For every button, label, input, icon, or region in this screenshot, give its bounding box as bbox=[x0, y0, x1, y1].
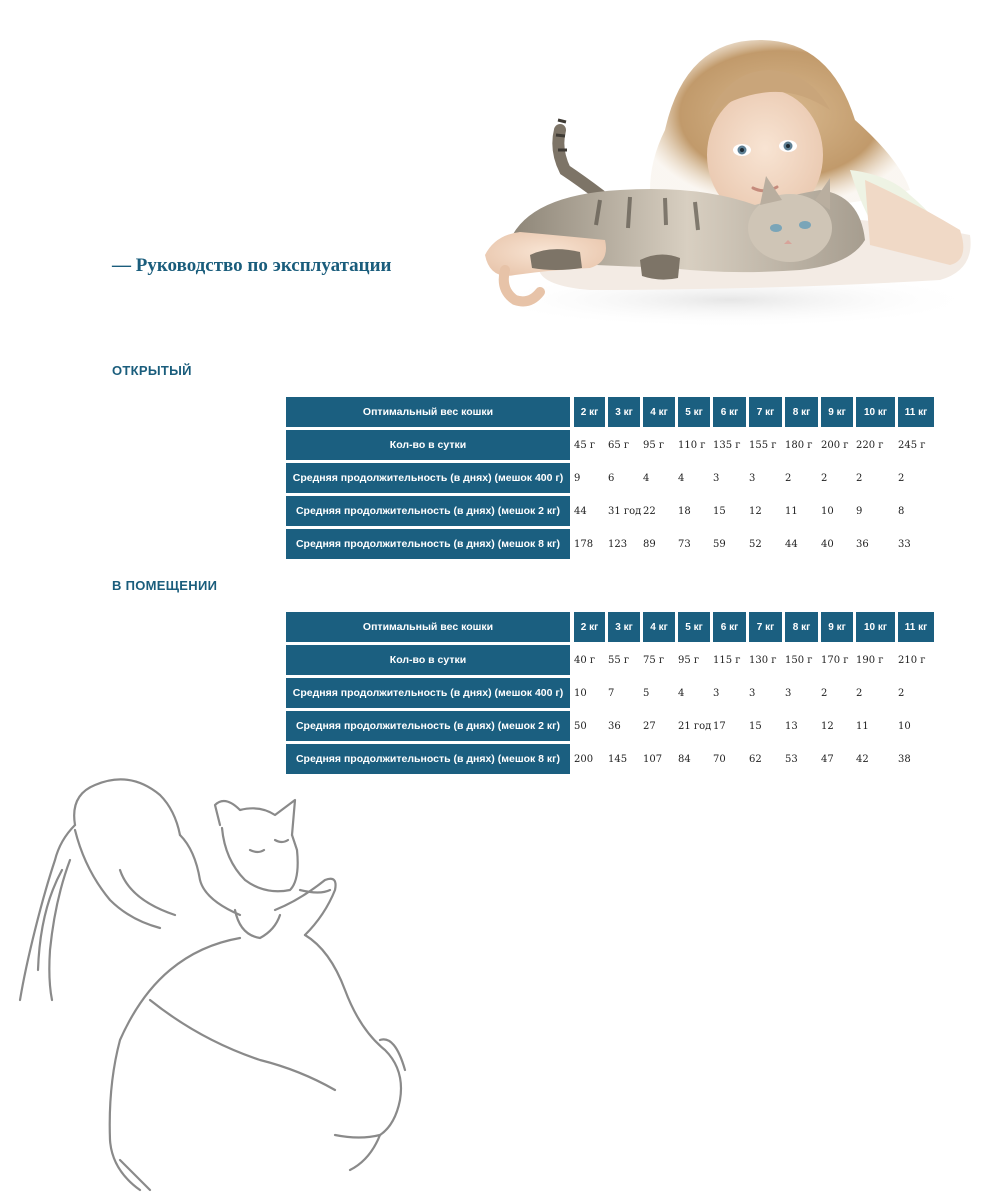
weight-header: 6 кг bbox=[713, 397, 746, 427]
weight-header: 5 кг bbox=[678, 397, 710, 427]
weight-header: 9 кг bbox=[821, 397, 853, 427]
row-label: Средняя продолжительность (в днях) (мешок 400 г) bbox=[286, 463, 570, 493]
table-cell: 18 bbox=[678, 505, 691, 517]
girl-with-cat-photo bbox=[470, 0, 988, 330]
table-cell: 145 bbox=[608, 753, 628, 765]
heading-text: Руководство по эксплуатации bbox=[135, 255, 392, 276]
weight-header: 7 кг bbox=[749, 397, 782, 427]
weight-header: 11 кг bbox=[898, 612, 934, 642]
table-cell: 130 г bbox=[749, 654, 777, 666]
table-cell: 150 г bbox=[785, 654, 813, 666]
table-cell: 42 bbox=[856, 753, 869, 765]
table-cell: 52 bbox=[749, 538, 762, 550]
table-cell: 2 bbox=[898, 472, 905, 484]
table-cell: 89 bbox=[643, 538, 656, 550]
table-cell: 123 bbox=[608, 538, 628, 550]
weight-header: 3 кг bbox=[608, 397, 640, 427]
table-cell: 10 bbox=[821, 505, 834, 517]
header-label: Оптимальный вес кошки bbox=[286, 612, 570, 642]
table-cell: 2 bbox=[785, 472, 792, 484]
table-cell: 11 bbox=[785, 505, 798, 517]
weight-header: 8 кг bbox=[785, 397, 818, 427]
weight-header: 3 кг bbox=[608, 612, 640, 642]
table-cell: 70 bbox=[713, 753, 726, 765]
table-cell: 3 bbox=[749, 687, 756, 699]
row-label: Средняя продолжительность (в днях) (мешок 8 кг) bbox=[286, 744, 570, 774]
page-heading bbox=[112, 255, 392, 277]
table-cell: 4 bbox=[643, 472, 650, 484]
weight-header: 2 кг bbox=[574, 397, 605, 427]
table-cell: 44 bbox=[785, 538, 798, 550]
section-title-indoor: В ПОМЕЩЕНИИ bbox=[112, 578, 218, 593]
table-cell: 9 bbox=[856, 505, 863, 517]
table-cell: 245 г bbox=[898, 439, 926, 451]
weight-header: 5 кг bbox=[678, 612, 710, 642]
table-cell: 36 bbox=[608, 720, 621, 732]
table-cell: 200 bbox=[574, 753, 594, 765]
woman-hugging-cat-line-drawing bbox=[0, 740, 480, 1194]
table-cell: 12 bbox=[821, 720, 834, 732]
table-cell: 13 bbox=[785, 720, 798, 732]
table-cell: 22 bbox=[643, 505, 656, 517]
table-cell: 11 bbox=[856, 720, 869, 732]
table-cell: 7 bbox=[608, 687, 615, 699]
heading-dash: — bbox=[112, 255, 131, 276]
weight-header: 10 кг bbox=[856, 397, 895, 427]
row-label: Средняя продолжительность (в днях) (мешок 2 кг) bbox=[286, 711, 570, 741]
section-title-outdoor: ОТКРЫТЫЙ bbox=[112, 363, 192, 378]
row-label: Средняя продолжительность (в днях) (мешок 2 кг) bbox=[286, 496, 570, 526]
table-cell: 75 г bbox=[643, 654, 665, 666]
table-cell: 10 bbox=[574, 687, 587, 699]
weight-header: 6 кг bbox=[713, 612, 746, 642]
table-cell: 110 г bbox=[678, 439, 706, 451]
table-cell: 95 г bbox=[643, 439, 665, 451]
table-cell: 2 bbox=[898, 687, 905, 699]
table-cell: 210 г bbox=[898, 654, 926, 666]
table-cell: 95 г bbox=[678, 654, 700, 666]
weight-header: 4 кг bbox=[643, 612, 675, 642]
table-cell: 47 bbox=[821, 753, 834, 765]
table-cell: 53 bbox=[785, 753, 798, 765]
table-cell: 65 г bbox=[608, 439, 630, 451]
table-cell: 135 г bbox=[713, 439, 741, 451]
weight-header: 10 кг bbox=[856, 612, 895, 642]
table-cell: 84 bbox=[678, 753, 691, 765]
table-cell: 155 г bbox=[749, 439, 777, 451]
weight-header: 8 кг bbox=[785, 612, 818, 642]
table-cell: 33 bbox=[898, 538, 911, 550]
table-cell: 2 bbox=[821, 687, 828, 699]
table-cell: 180 г bbox=[785, 439, 813, 451]
table-cell: 170 г bbox=[821, 654, 849, 666]
table-cell: 3 bbox=[785, 687, 792, 699]
weight-header: 9 кг bbox=[821, 612, 853, 642]
table-cell: 2 bbox=[856, 687, 863, 699]
table-cell: 38 bbox=[898, 753, 911, 765]
row-label: Средняя продолжительность (в днях) (мешок 400 г) bbox=[286, 678, 570, 708]
table-cell: 73 bbox=[678, 538, 691, 550]
table-cell: 200 г bbox=[821, 439, 849, 451]
table-cell: 62 bbox=[749, 753, 762, 765]
table-cell: 4 bbox=[678, 472, 685, 484]
table-cell: 220 г bbox=[856, 439, 884, 451]
table-cell: 190 г bbox=[856, 654, 884, 666]
table-cell: 27 bbox=[643, 720, 656, 732]
weight-header: 7 кг bbox=[749, 612, 782, 642]
table-cell: 40 bbox=[821, 538, 834, 550]
table-cell: 3 bbox=[713, 472, 720, 484]
table-cell: 3 bbox=[713, 687, 720, 699]
table-cell: 107 bbox=[643, 753, 663, 765]
weight-header: 2 кг bbox=[574, 612, 605, 642]
table-cell: 115 г bbox=[713, 654, 741, 666]
table-cell: 10 bbox=[898, 720, 911, 732]
table-cell: 21 год bbox=[678, 720, 712, 732]
table-cell: 55 г bbox=[608, 654, 630, 666]
table-cell: 12 bbox=[749, 505, 762, 517]
table-cell: 44 bbox=[574, 505, 587, 517]
table-cell: 9 bbox=[574, 472, 581, 484]
row-label: Кол-во в сутки bbox=[286, 645, 570, 675]
table-cell: 59 bbox=[713, 538, 726, 550]
weight-header: 11 кг bbox=[898, 397, 934, 427]
row-label: Кол-во в сутки bbox=[286, 430, 570, 460]
table-cell: 178 bbox=[574, 538, 594, 550]
weight-header: 4 кг bbox=[643, 397, 675, 427]
table-cell: 3 bbox=[749, 472, 756, 484]
table-cell: 15 bbox=[749, 720, 762, 732]
table-cell: 50 bbox=[574, 720, 587, 732]
table-cell: 45 г bbox=[574, 439, 596, 451]
table-cell: 5 bbox=[643, 687, 650, 699]
table-cell: 2 bbox=[856, 472, 863, 484]
table-cell: 2 bbox=[821, 472, 828, 484]
row-label: Средняя продолжительность (в днях) (мешок 8 кг) bbox=[286, 529, 570, 559]
table-cell: 6 bbox=[608, 472, 615, 484]
table-cell: 4 bbox=[678, 687, 685, 699]
header-label: Оптимальный вес кошки bbox=[286, 397, 570, 427]
table-cell: 15 bbox=[713, 505, 726, 517]
table-cell: 40 г bbox=[574, 654, 596, 666]
table-cell: 8 bbox=[898, 505, 905, 517]
table-cell: 31 год bbox=[608, 505, 642, 517]
table-cell: 17 bbox=[713, 720, 726, 732]
table-cell: 36 bbox=[856, 538, 869, 550]
